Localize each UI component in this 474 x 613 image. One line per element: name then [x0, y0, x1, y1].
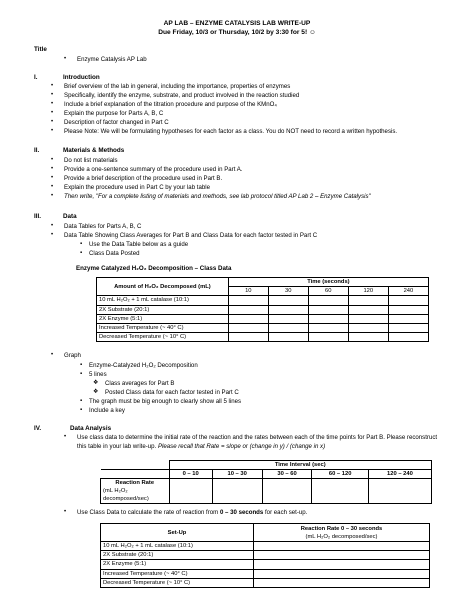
interval-col: 30 – 60 [262, 470, 312, 479]
document-title: AP LAB – ENZYME CATALYSIS LAB WRITE-UP [163, 20, 311, 27]
table-row [97, 305, 429, 314]
table-row [101, 479, 432, 504]
table-row [101, 578, 430, 587]
section-number-1: I. [34, 74, 38, 81]
interval-col: 120 – 240 [368, 470, 431, 479]
section-number-4: IV. [34, 425, 42, 432]
table-row [101, 560, 430, 569]
time-col: 120 [348, 287, 388, 296]
due-date: Due Friday, 10/3 or Thursday, 10/2 by 3:30 for 5! ☺ [158, 29, 316, 36]
class-data-table [96, 277, 429, 342]
row-label: 10 mL H₂O₂ + 1 mL catalase (10:1) [97, 296, 229, 305]
row-label: 2X Substrate (20:1) [101, 551, 254, 560]
section-number-2: II. [34, 147, 40, 154]
row-label: 10 mL H₂O₂ + 1 mL catalase (10:1) [101, 542, 254, 551]
time-col: 60 [308, 287, 348, 296]
row-label: 2X Substrate (20:1) [97, 305, 229, 314]
time-col: 10 [228, 287, 268, 296]
table1-time-header: Time (seconds) [228, 278, 428, 287]
table-row [97, 314, 429, 323]
row-label: 2X Enzyme (5:1) [97, 314, 229, 323]
table-row [97, 323, 429, 332]
row-label: Increased Temperature (~ 40° C) [101, 569, 254, 578]
interval-header: Time Interval (sec) [169, 461, 432, 470]
interval-col: 0 – 10 [169, 470, 212, 479]
methods-heading: Materials & Methods [63, 147, 125, 154]
interval-col: 60 – 120 [312, 470, 368, 479]
setup-col-header: Set-Up [101, 524, 254, 542]
table1-title: Enzyme Catalyzed H₂O₂ Decomposition – Class Data [76, 265, 232, 272]
setup-rate-table [100, 523, 430, 588]
row-label: Decreased Temperature (~ 10° C) [101, 578, 254, 587]
table-row [97, 296, 429, 305]
reaction-rate-table [100, 460, 432, 504]
section-number-3: III. [34, 213, 41, 220]
intro-heading: Introduction [63, 74, 100, 81]
interval-col: 10 – 30 [212, 470, 262, 479]
row-label: Increased Temperature (~ 40° C) [97, 323, 229, 332]
title-heading: Title [34, 46, 47, 53]
time-col: 240 [388, 287, 428, 296]
table-row [97, 333, 429, 342]
row-label: Decreased Temperature (~ 10° C) [97, 333, 229, 342]
data-heading: Data [63, 213, 77, 220]
row-label: 2X Enzyme (5:1) [101, 560, 254, 569]
table1-row-header: Amount of H₂O₂ Decomposed (mL) [97, 278, 229, 296]
time-col: 30 [268, 287, 308, 296]
table-row [101, 551, 430, 560]
list-item-continuation: this table in your lab write-up. Please recall that Rate = slope or (change in y) / (change in x) [77, 443, 326, 450]
table-row [101, 569, 430, 578]
analysis-heading: Data Analysis [70, 425, 112, 432]
rate-row-label: Reaction Rate (mL H₂O₂ decomposed/sec) [101, 479, 170, 504]
table-row [101, 542, 430, 551]
rate-col-header: Reaction Rate 0 – 30 seconds (mL H₂O₂ decomposed/sec) [254, 524, 430, 542]
